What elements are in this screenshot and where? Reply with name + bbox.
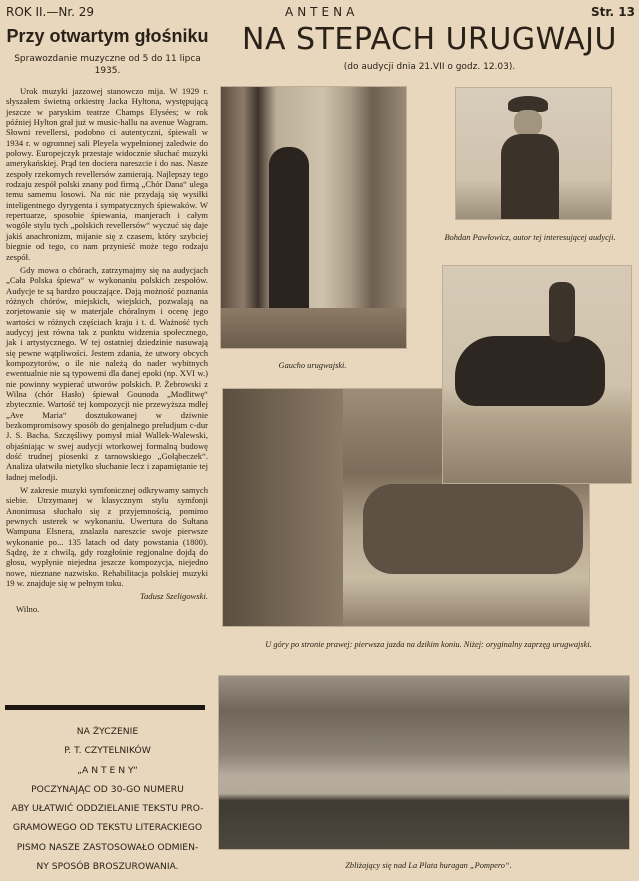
paragraph: W zakresie muzyki symfonicznej odkrywamy samych siebie. Utrzymanej w klasycznym stylu symfonji Anonimusa słuchało się z przyjemnością, pomimo pewnych usterek w wykonaniu. Uwertura do Sułtana Wampuna Elsnera, znalazła nareszcie swoje pierwsze wykonanie po... 135 latach od daty powstania (1800). Sądzę, że z chwilą, gdy rozgłośnie regjonalne dojdą do głosu, wypłynie niejedna jeszcze kompozycja, niejedno nowe, nieznane nazwisko. Rehabilitacja polskiej muzyki 19 w. znajduje się w pełnym toku. bbox=[6, 485, 208, 589]
notice-line: PISMO NASZE ZASTOSOWAŁO ODMIEN- bbox=[16, 841, 199, 853]
issue-number: ROK II.—Nr. 29 bbox=[6, 5, 95, 19]
notice-line: ABY UŁATWIĆ ODDZIELANIE TEKSTU PRO- bbox=[11, 803, 204, 815]
rider bbox=[549, 282, 575, 342]
notice-line: POCZYNAJĄC OD 30-GO NUMERU bbox=[31, 783, 184, 795]
author-signature: Tadusz Szeligowski. bbox=[140, 590, 208, 601]
main-article-subtitle: (do audycji dnia 21.VII o godz. 12.03). bbox=[343, 62, 516, 72]
horse-oxen-caption: U góry po stronie prawej: pierwsza jazda na dzikim koniu. Niżej: oryginalny zaprzęg urugwajski. bbox=[265, 640, 592, 649]
paragraph: Gdy mowa o chórach, zatrzymajmy się na audycjach „Cała Polska śpiewa“ w wykonaniu polskich zespołów. Audycje te są bardzo pouczające. Dają możność poznania różnych chórów, miejskich, wiejskich, pozwalają na zorjetowanie się w materjale chóralnym i ocenę jego wartości w różnych częściach kraju i t. d. Ważność tych audycyj jest równa tak z punktu widzenia społecznego, jak i artystycznego. W tej ostatniej dziedzinie nasuwają się pewne wątpliwości. Jestem zdania, że utwory obcych kompozytorów, o ile nie należą do nader wybitnych ewentualnie nie są typowemi dla danej epoki (np. XVI w.) nie powinny wypierać utworów polskich. P. Żebrowski z Wilna (chór Hasło) śpiewał Gounoda „Modlitwę“ zbytecznie. Wartość tej kompozycji nie przewyższa mdłej „Ave Maria“ dosztukowanej w dziwnie bezkompromisowy sposób do genjalnego preludjum c-dur J. S. Bacha. Szczęśliwy pomysł miał Wallek-Walewski, objaśniając w swej audycji wtorkowej formalną budowę dość trudnej piosenki z tarnowskiego „Gołąbeczek“. Analiza ułatwiła nietylko słuchanie lecz i zapamiętanie tej ładnej melodji. bbox=[6, 264, 208, 482]
notice-line: GRAMOWEGO OD TEKSTU LITERACKIEGO bbox=[12, 822, 203, 834]
gaucho-photo bbox=[220, 86, 407, 349]
face bbox=[514, 110, 542, 136]
main-article-title: NA STEPACH URUGWAJU bbox=[242, 22, 617, 57]
grass bbox=[223, 389, 343, 626]
divider-rule bbox=[5, 705, 205, 710]
reader-notice bbox=[5, 722, 210, 876]
storm-caption: Zbliżający się nad La Plata huragan „Pompero“. bbox=[345, 861, 512, 870]
left-article-title: Przy otwartym głośniku bbox=[6, 26, 209, 46]
notice-line: NY SPOSÓB BROSZUROWANIA. bbox=[36, 861, 179, 873]
place: Wilno. bbox=[16, 603, 40, 614]
page-number: Str. 13 bbox=[590, 5, 635, 19]
wild-horse-photo bbox=[442, 265, 632, 484]
ground bbox=[221, 308, 406, 348]
left-article-subtitle: Sprawozdanie muzyczne od 5 do 11 lipca 1935. bbox=[14, 54, 201, 76]
paragraph: Urok muzyki jazzowej stanowczo mija. W 1929 r. słyszałem świetną orkiestrę Jacka Hyltona, występującą jeszcze w paryskim teatrze Champs Elysées; w rok później Hylton grał już w music-hallu na avenue Wagram. Słowni revellersi, podobno ci autentyczni, śpiewali w 1934 r. w ogromnej sali Pleyela wypełnionej zaledwie do połowy. Europejczyk przestaje widocznie słuchać muzyki amerykańskiej. Prąd ten dociera nareszcie i do nas. Nasze zespoły rzekomych revellersów zamierają. Najlepszy tego rodzaju zespół polski znany pod firmą „Chór Dana“ ulega temu samemu losowi. Na nic nie przydają się wysiłki inteligentnego dyrygenta i sympatycznych śpiewaków. W repertuarze, sposobie śpiewania, manjerach i całym wogóle stylu tych „polskich revellersów“ wyczuć się daje jakiś anachronizm, mijanie się z czasem, który szybciej biegnie od tego, co nam przynieść może tego rodzaju zespół. bbox=[6, 86, 208, 262]
notice-line: P. T. CZYTELNIKÓW bbox=[64, 745, 151, 757]
storm-photo bbox=[218, 675, 630, 850]
suit bbox=[501, 134, 559, 219]
notice-line: „A N T E N Y“ bbox=[77, 764, 138, 776]
portrait-photo bbox=[455, 87, 612, 220]
left-article-body bbox=[6, 86, 208, 614]
gaucho-figure bbox=[269, 147, 309, 327]
gaucho-caption: Gaucho urugwajski. bbox=[278, 361, 347, 370]
magazine-name: ANTENA bbox=[285, 5, 359, 19]
horse bbox=[455, 336, 605, 406]
oxen bbox=[363, 484, 583, 574]
notice-line: NA ŻYCZENIE bbox=[76, 726, 139, 737]
portrait-caption: Bohdan Pawłowicz, autor tej interesującej audycji. bbox=[444, 233, 616, 242]
